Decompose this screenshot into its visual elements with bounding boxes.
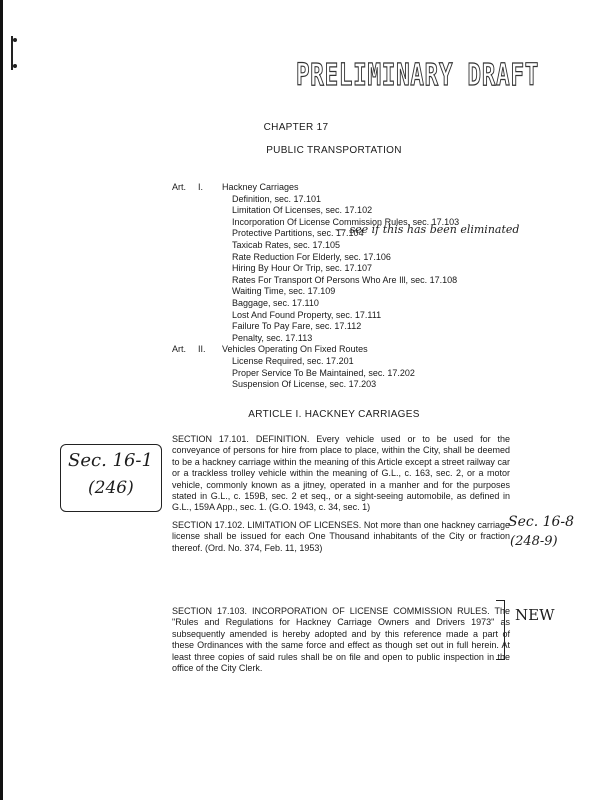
toc-entry: Limitation Of Licenses, sec. 17.102	[232, 205, 373, 216]
handwritten-sec-16-8-ref: (248-9)	[510, 534, 558, 549]
preliminary-draft-stamp: PRELIMINARY DRAFT	[296, 58, 540, 93]
chapter-title: PUBLIC TRANSPORTATION	[266, 145, 402, 156]
chapter-number: CHAPTER 17	[263, 122, 329, 133]
toc-article-number: I.	[198, 182, 204, 192]
toc-art-word: Art.	[172, 344, 187, 355]
toc-entry: Rates For Transport Of Persons Who Are Ill, sec. 17.108	[232, 274, 458, 285]
toc-entry: Incorporation Of License Commission Rules, sec. 17.103	[232, 216, 460, 227]
section-17-103: SECTION 17.103. INCORPORATION OF LICENSE COMMISSION RULES. The "Rules and Regulations for Hackney Carriage Owners and Drivers 1973" as subsequently amended is hereby adopted and by this reference made a part of these Ordinances with the same force and effect as though set out in full herein. At least three copies of said rules shall be on file and open to public inspection in the office of the City Clerk.	[172, 606, 510, 674]
handwritten-sec-16-1-ref: (246)	[88, 478, 134, 498]
toc-entry: Suspension Of License, sec. 17.203	[232, 379, 377, 390]
toc-entry: Penalty, sec. 17.113	[232, 332, 313, 343]
toc-entry: Protective Partitions, sec. 17.104	[232, 228, 364, 239]
toc-entry: Lost And Found Property, sec. 17.111	[232, 309, 382, 320]
margin-mark	[10, 36, 14, 70]
handwritten-bracket	[496, 600, 505, 660]
handwritten-sec-16-1: Sec. 16-1	[68, 450, 153, 471]
toc-art-word: Art.	[172, 182, 187, 192]
toc-entry: Baggage, sec. 17.110	[232, 297, 319, 308]
toc-entry: Waiting Time, sec. 17.109	[232, 286, 336, 297]
toc-entry: Definition, sec. 17.101	[232, 193, 322, 204]
handwritten-sec-16-8: Sec. 16-8	[508, 514, 575, 530]
toc-entry: Failure To Pay Fare, sec. 17.112	[232, 321, 362, 332]
toc-entry: License Required, sec. 17.201	[232, 355, 354, 366]
toc-entry: Rate Reduction For Elderly, sec. 17.106	[232, 251, 391, 262]
section-17-101: SECTION 17.101. DEFINITION. Every vehicle used or to be used for the conveyance of persons for hire from place to place, within the City, shall be deemed to be a hackney carriage within the meaning of this Article except a street railway car or a trackless trolley vehicle within the meaning of G.L., c. 163, sec. 2, or a motor vehicle, commonly known as a jitney, operated in a manher and for the purposes stated in G.L., c. 159B, sec. 2 et seq., or a sight-seeing automobile, as defined in G.L., 159A App., sec. 1. (G.O. 1943, c. 34, sec. 1)	[172, 434, 510, 513]
toc-entry: Taxicab Rates, sec. 17.105	[232, 239, 341, 250]
article-heading: ARTICLE I. HACKNEY CARRIAGES	[248, 409, 420, 420]
toc-article-number: II.	[198, 344, 206, 355]
handwritten-new-note: NEW	[515, 606, 555, 624]
toc-entry: Hiring By Hour Or Trip, sec. 17.107	[232, 263, 373, 274]
section-17-102: SECTION 17.102. LIMITATION OF LICENSES. Not more than one hackney carriage license shall be issued for each One Thousand inhabitants of the City or fraction thereof. (Ord. No. 374, Feb. 11, 1953)	[172, 520, 510, 553]
toc-entry: Proper Service To Be Maintained, sec. 17.202	[232, 367, 415, 378]
handwritten-eliminated-note: — see if this has been eliminated	[335, 223, 520, 237]
toc-article-title: Hackney Carriages	[222, 182, 299, 192]
scan-edge	[0, 0, 3, 800]
toc-article-title: Vehicles Operating On Fixed Routes	[222, 344, 368, 355]
